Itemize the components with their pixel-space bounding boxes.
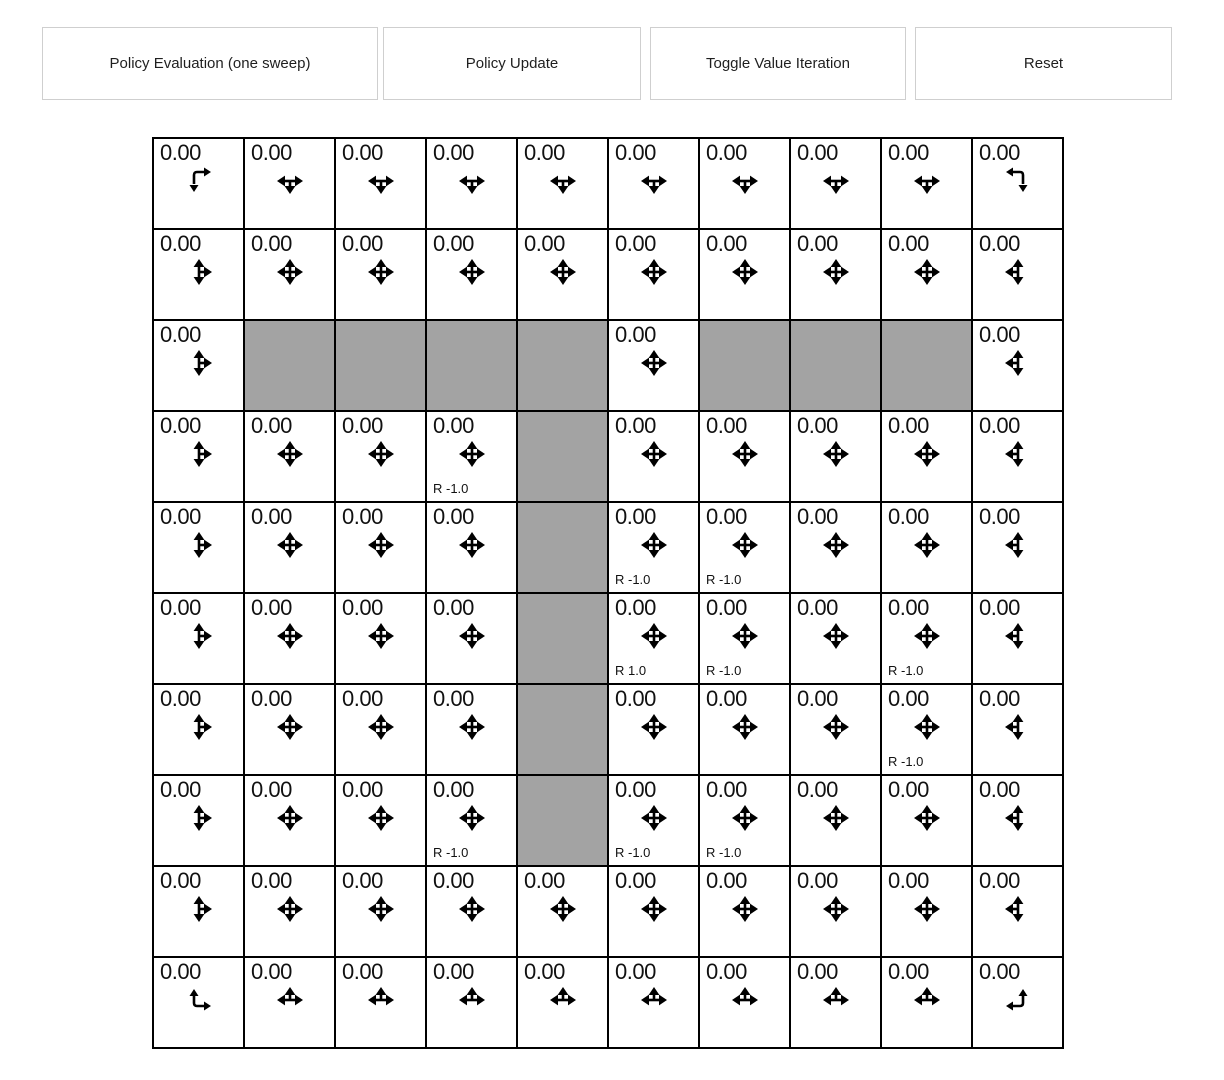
policy-arrow-icon [818, 163, 854, 199]
cell-value: 0.00 [979, 231, 1020, 256]
cell-reward-label: R -1.0 [706, 845, 742, 860]
cell-value: 0.00 [797, 868, 838, 893]
grid-cell[interactable] [790, 502, 881, 593]
cell-value: 0.00 [251, 686, 292, 711]
wall-cell [881, 320, 972, 411]
toolbar [42, 27, 1172, 100]
cell-value: 0.00 [797, 686, 838, 711]
wall-cell [426, 320, 517, 411]
cell-value: 0.00 [524, 959, 565, 984]
grid-cell[interactable] [881, 593, 972, 684]
policy-arrow-icon [818, 982, 854, 1018]
cell-value: 0.00 [251, 777, 292, 802]
policy-arrow-icon [181, 891, 217, 927]
policy-arrow-icon [636, 982, 672, 1018]
grid-cell[interactable] [790, 775, 881, 866]
grid-cell[interactable] [244, 957, 335, 1048]
grid-cell[interactable] [699, 775, 790, 866]
wall-cell [517, 593, 608, 684]
policy-arrow-icon [636, 709, 672, 745]
cell-value: 0.00 [160, 504, 201, 529]
policy-arrow-icon [636, 527, 672, 563]
cell-value: 0.00 [160, 413, 201, 438]
grid-cell[interactable] [335, 229, 426, 320]
wall-cell [335, 320, 426, 411]
grid-cell[interactable] [881, 957, 972, 1048]
grid-cell[interactable] [426, 229, 517, 320]
policy-arrow-icon [272, 254, 308, 290]
grid-cell[interactable] [426, 866, 517, 957]
policy-arrow-icon [272, 982, 308, 1018]
policy-arrow-icon [818, 527, 854, 563]
policy-arrow-icon [181, 982, 217, 1018]
cell-value: 0.00 [433, 959, 474, 984]
policy-arrow-icon [454, 982, 490, 1018]
grid-cell[interactable] [517, 138, 608, 229]
wall-cell [517, 775, 608, 866]
grid-cell[interactable] [517, 957, 608, 1048]
grid-cell[interactable] [153, 775, 244, 866]
grid-cell[interactable] [699, 593, 790, 684]
policy-arrow-icon [545, 254, 581, 290]
policy-arrow-icon [272, 800, 308, 836]
cell-value: 0.00 [251, 413, 292, 438]
policy-arrow-icon [1000, 709, 1036, 745]
policy-arrow-icon [636, 618, 672, 654]
grid-cell[interactable] [608, 775, 699, 866]
cell-reward-label: R -1.0 [888, 754, 924, 769]
cell-value: 0.00 [979, 504, 1020, 529]
policy-arrow-icon [1000, 618, 1036, 654]
policy-arrow-icon [363, 800, 399, 836]
grid-cell[interactable] [426, 138, 517, 229]
reset-button[interactable]: Reset [915, 27, 1172, 100]
cell-value: 0.00 [615, 868, 656, 893]
cell-value: 0.00 [706, 777, 747, 802]
cell-value: 0.00 [160, 686, 201, 711]
cell-value: 0.00 [797, 595, 838, 620]
grid-cell[interactable] [244, 684, 335, 775]
grid-cell[interactable] [335, 138, 426, 229]
cell-value: 0.00 [342, 140, 383, 165]
policy-arrow-icon [454, 800, 490, 836]
grid-cell[interactable] [244, 502, 335, 593]
grid-cell[interactable] [972, 229, 1063, 320]
grid-cell[interactable] [699, 502, 790, 593]
grid-cell[interactable] [972, 775, 1063, 866]
wall-cell [517, 411, 608, 502]
policy-arrow-icon [454, 709, 490, 745]
cell-value: 0.00 [615, 231, 656, 256]
wall-cell [517, 320, 608, 411]
cell-value: 0.00 [160, 868, 201, 893]
grid-cell[interactable] [608, 593, 699, 684]
policy-arrow-icon [909, 891, 945, 927]
grid-cell[interactable] [608, 684, 699, 775]
policy-arrow-icon [454, 254, 490, 290]
cell-value: 0.00 [160, 595, 201, 620]
policy-arrow-icon [363, 527, 399, 563]
policy-arrow-icon [727, 163, 763, 199]
grid-cell[interactable] [972, 957, 1063, 1048]
cell-value: 0.00 [615, 504, 656, 529]
cell-value: 0.00 [979, 686, 1020, 711]
grid-cell[interactable] [153, 502, 244, 593]
cell-value: 0.00 [888, 595, 929, 620]
grid-cell[interactable] [608, 866, 699, 957]
policy-arrow-icon [818, 436, 854, 472]
cell-value: 0.00 [433, 777, 474, 802]
wall-cell [790, 320, 881, 411]
cell-value: 0.00 [888, 868, 929, 893]
cell-value: 0.00 [979, 868, 1020, 893]
grid-cell[interactable] [153, 138, 244, 229]
policy-arrow-icon [1000, 891, 1036, 927]
grid-cell[interactable] [972, 593, 1063, 684]
grid-cell[interactable] [790, 957, 881, 1048]
cell-value: 0.00 [342, 777, 383, 802]
cell-value: 0.00 [342, 868, 383, 893]
grid-cell[interactable] [881, 866, 972, 957]
policy-update-button[interactable]: Policy Update [383, 27, 641, 100]
cell-value: 0.00 [979, 322, 1020, 347]
policy-arrow-icon [909, 163, 945, 199]
cell-value: 0.00 [342, 959, 383, 984]
cell-value: 0.00 [979, 959, 1020, 984]
policy-arrow-icon [818, 800, 854, 836]
cell-value: 0.00 [433, 504, 474, 529]
policy-arrow-icon [727, 618, 763, 654]
policy-arrow-icon [636, 800, 672, 836]
cell-value: 0.00 [706, 504, 747, 529]
toggle-value-iteration-button[interactable]: Toggle Value Iteration [650, 27, 906, 100]
grid-cell[interactable] [608, 957, 699, 1048]
cell-value: 0.00 [433, 413, 474, 438]
grid-cell[interactable] [244, 411, 335, 502]
grid-cell[interactable] [972, 502, 1063, 593]
wall-cell [244, 320, 335, 411]
grid-cell[interactable] [153, 684, 244, 775]
cell-value: 0.00 [160, 322, 201, 347]
policy-arrow-icon [181, 163, 217, 199]
policy-arrow-icon [363, 436, 399, 472]
grid-cell[interactable] [972, 684, 1063, 775]
cell-value: 0.00 [524, 231, 565, 256]
policy-arrow-icon [909, 618, 945, 654]
grid-cell[interactable] [790, 229, 881, 320]
policy-arrow-icon [181, 618, 217, 654]
cell-reward-label: R -1.0 [615, 845, 651, 860]
grid-cell[interactable] [790, 593, 881, 684]
cell-value: 0.00 [251, 140, 292, 165]
grid-cell[interactable] [972, 866, 1063, 957]
gridworld-grid [152, 137, 1064, 1049]
policy-arrow-icon [272, 527, 308, 563]
cell-value: 0.00 [888, 777, 929, 802]
cell-value: 0.00 [979, 140, 1020, 165]
policy-arrow-icon [272, 709, 308, 745]
cell-value: 0.00 [524, 868, 565, 893]
policy-arrow-icon [818, 254, 854, 290]
cell-value: 0.00 [797, 777, 838, 802]
cell-value: 0.00 [342, 595, 383, 620]
policy-arrow-icon [636, 345, 672, 381]
grid-cell[interactable] [153, 411, 244, 502]
grid-cell[interactable] [608, 138, 699, 229]
grid-cell[interactable] [153, 866, 244, 957]
grid-cell[interactable] [335, 593, 426, 684]
policy-arrow-icon [1000, 527, 1036, 563]
grid-cell[interactable] [153, 229, 244, 320]
cell-value: 0.00 [251, 959, 292, 984]
policy-arrow-icon [909, 527, 945, 563]
policy-arrow-icon [272, 618, 308, 654]
cell-value: 0.00 [615, 595, 656, 620]
cell-value: 0.00 [706, 959, 747, 984]
grid-cell[interactable] [153, 593, 244, 684]
grid-cell[interactable] [335, 411, 426, 502]
cell-value: 0.00 [615, 959, 656, 984]
wall-cell [517, 684, 608, 775]
cell-reward-label: R -1.0 [706, 663, 742, 678]
cell-value: 0.00 [888, 231, 929, 256]
cell-value: 0.00 [342, 413, 383, 438]
grid-cell[interactable] [790, 411, 881, 502]
policy-arrow-icon [181, 800, 217, 836]
policy-arrow-icon [727, 527, 763, 563]
cell-value: 0.00 [160, 140, 201, 165]
cell-value: 0.00 [615, 322, 656, 347]
cell-value: 0.00 [342, 686, 383, 711]
grid-cell[interactable] [426, 593, 517, 684]
policy-arrow-icon [818, 709, 854, 745]
cell-reward-label: R -1.0 [433, 481, 469, 496]
cell-reward-label: R -1.0 [706, 572, 742, 587]
grid-cell[interactable] [972, 320, 1063, 411]
grid-cell[interactable] [699, 138, 790, 229]
cell-value: 0.00 [433, 595, 474, 620]
grid-cell[interactable] [790, 866, 881, 957]
grid-cell[interactable] [881, 138, 972, 229]
cell-value: 0.00 [797, 504, 838, 529]
policy-arrow-icon [1000, 163, 1036, 199]
cell-value: 0.00 [706, 140, 747, 165]
grid-cell[interactable] [790, 138, 881, 229]
cell-value: 0.00 [797, 231, 838, 256]
policy-arrow-icon [545, 163, 581, 199]
cell-value: 0.00 [615, 686, 656, 711]
policy-arrow-icon [545, 891, 581, 927]
policy-arrow-icon [727, 709, 763, 745]
cell-value: 0.00 [160, 777, 201, 802]
grid-cell[interactable] [517, 866, 608, 957]
policy-arrow-icon [1000, 254, 1036, 290]
policy-arrow-icon [909, 254, 945, 290]
cell-value: 0.00 [433, 140, 474, 165]
cell-value: 0.00 [342, 231, 383, 256]
cell-value: 0.00 [342, 504, 383, 529]
policy-arrow-icon [181, 436, 217, 472]
policy-arrow-icon [727, 436, 763, 472]
policy-evaluation-button[interactable]: Policy Evaluation (one sweep) [42, 27, 378, 100]
cell-value: 0.00 [615, 413, 656, 438]
policy-arrow-icon [909, 436, 945, 472]
cell-value: 0.00 [979, 413, 1020, 438]
cell-value: 0.00 [706, 231, 747, 256]
policy-arrow-icon [727, 800, 763, 836]
policy-arrow-icon [454, 527, 490, 563]
grid-cell[interactable] [426, 411, 517, 502]
cell-value: 0.00 [888, 140, 929, 165]
policy-arrow-icon [454, 163, 490, 199]
wall-cell [517, 502, 608, 593]
policy-arrow-icon [636, 254, 672, 290]
cell-value: 0.00 [979, 595, 1020, 620]
cell-reward-label: R 1.0 [615, 663, 647, 678]
cell-value: 0.00 [888, 413, 929, 438]
grid-cell[interactable] [426, 502, 517, 593]
grid-cell[interactable] [244, 866, 335, 957]
grid-cell[interactable] [972, 138, 1063, 229]
grid-cell[interactable] [335, 866, 426, 957]
grid-cell[interactable] [608, 229, 699, 320]
grid-cell[interactable] [699, 957, 790, 1048]
cell-value: 0.00 [706, 595, 747, 620]
policy-arrow-icon [181, 527, 217, 563]
grid-cell[interactable] [335, 775, 426, 866]
wall-cell [699, 320, 790, 411]
cell-value: 0.00 [251, 868, 292, 893]
policy-arrow-icon [181, 345, 217, 381]
policy-arrow-icon [909, 709, 945, 745]
cell-value: 0.00 [706, 868, 747, 893]
policy-arrow-icon [727, 982, 763, 1018]
policy-arrow-icon [363, 254, 399, 290]
cell-value: 0.00 [615, 777, 656, 802]
policy-arrow-icon [909, 800, 945, 836]
grid-cell[interactable] [244, 775, 335, 866]
policy-arrow-icon [363, 709, 399, 745]
policy-arrow-icon [272, 163, 308, 199]
cell-value: 0.00 [524, 140, 565, 165]
grid-cell[interactable] [699, 684, 790, 775]
policy-arrow-icon [1000, 436, 1036, 472]
cell-reward-label: R -1.0 [615, 572, 651, 587]
grid-cell[interactable] [699, 411, 790, 502]
policy-arrow-icon [454, 618, 490, 654]
grid-cell[interactable] [153, 320, 244, 411]
grid-cell[interactable] [426, 684, 517, 775]
grid-cell[interactable] [608, 502, 699, 593]
grid-cell[interactable] [881, 684, 972, 775]
cell-value: 0.00 [706, 686, 747, 711]
cell-value: 0.00 [888, 686, 929, 711]
policy-arrow-icon [1000, 982, 1036, 1018]
grid-cell[interactable] [608, 320, 699, 411]
grid-cell[interactable] [335, 684, 426, 775]
cell-value: 0.00 [251, 231, 292, 256]
grid-cell[interactable] [244, 138, 335, 229]
policy-arrow-icon [1000, 345, 1036, 381]
policy-arrow-icon [727, 254, 763, 290]
cell-value: 0.00 [797, 413, 838, 438]
policy-arrow-icon [636, 436, 672, 472]
cell-value: 0.00 [433, 231, 474, 256]
cell-value: 0.00 [251, 595, 292, 620]
grid-cell[interactable] [244, 229, 335, 320]
cell-value: 0.00 [979, 777, 1020, 802]
grid-cell[interactable] [426, 957, 517, 1048]
cell-value: 0.00 [160, 231, 201, 256]
policy-arrow-icon [181, 254, 217, 290]
grid-cell[interactable] [426, 775, 517, 866]
policy-arrow-icon [636, 891, 672, 927]
cell-value: 0.00 [888, 959, 929, 984]
cell-value: 0.00 [251, 504, 292, 529]
grid-cell[interactable] [517, 229, 608, 320]
cell-value: 0.00 [433, 868, 474, 893]
grid-cell[interactable] [153, 957, 244, 1048]
policy-arrow-icon [636, 163, 672, 199]
grid-cell[interactable] [881, 411, 972, 502]
grid-cell[interactable] [335, 957, 426, 1048]
cell-reward-label: R -1.0 [433, 845, 469, 860]
grid-cell[interactable] [335, 502, 426, 593]
policy-arrow-icon [363, 163, 399, 199]
grid-cell[interactable] [881, 775, 972, 866]
policy-arrow-icon [272, 436, 308, 472]
policy-arrow-icon [363, 891, 399, 927]
grid-cell[interactable] [881, 502, 972, 593]
policy-arrow-icon [363, 982, 399, 1018]
cell-value: 0.00 [615, 140, 656, 165]
cell-value: 0.00 [706, 413, 747, 438]
policy-arrow-icon [1000, 800, 1036, 836]
policy-arrow-icon [454, 436, 490, 472]
grid-cell[interactable] [699, 866, 790, 957]
policy-arrow-icon [454, 891, 490, 927]
cell-value: 0.00 [797, 140, 838, 165]
grid-cell[interactable] [699, 229, 790, 320]
policy-arrow-icon [181, 709, 217, 745]
policy-arrow-icon [363, 618, 399, 654]
policy-arrow-icon [272, 891, 308, 927]
policy-arrow-icon [727, 891, 763, 927]
policy-arrow-icon [818, 891, 854, 927]
grid-cell[interactable] [608, 411, 699, 502]
grid-cell[interactable] [790, 684, 881, 775]
policy-arrow-icon [909, 982, 945, 1018]
grid-cell[interactable] [881, 229, 972, 320]
grid-cell[interactable] [972, 411, 1063, 502]
policy-arrow-icon [818, 618, 854, 654]
cell-value: 0.00 [888, 504, 929, 529]
cell-value: 0.00 [160, 959, 201, 984]
cell-reward-label: R -1.0 [888, 663, 924, 678]
cell-value: 0.00 [433, 686, 474, 711]
policy-arrow-icon [545, 982, 581, 1018]
cell-value: 0.00 [797, 959, 838, 984]
grid-cell[interactable] [244, 593, 335, 684]
